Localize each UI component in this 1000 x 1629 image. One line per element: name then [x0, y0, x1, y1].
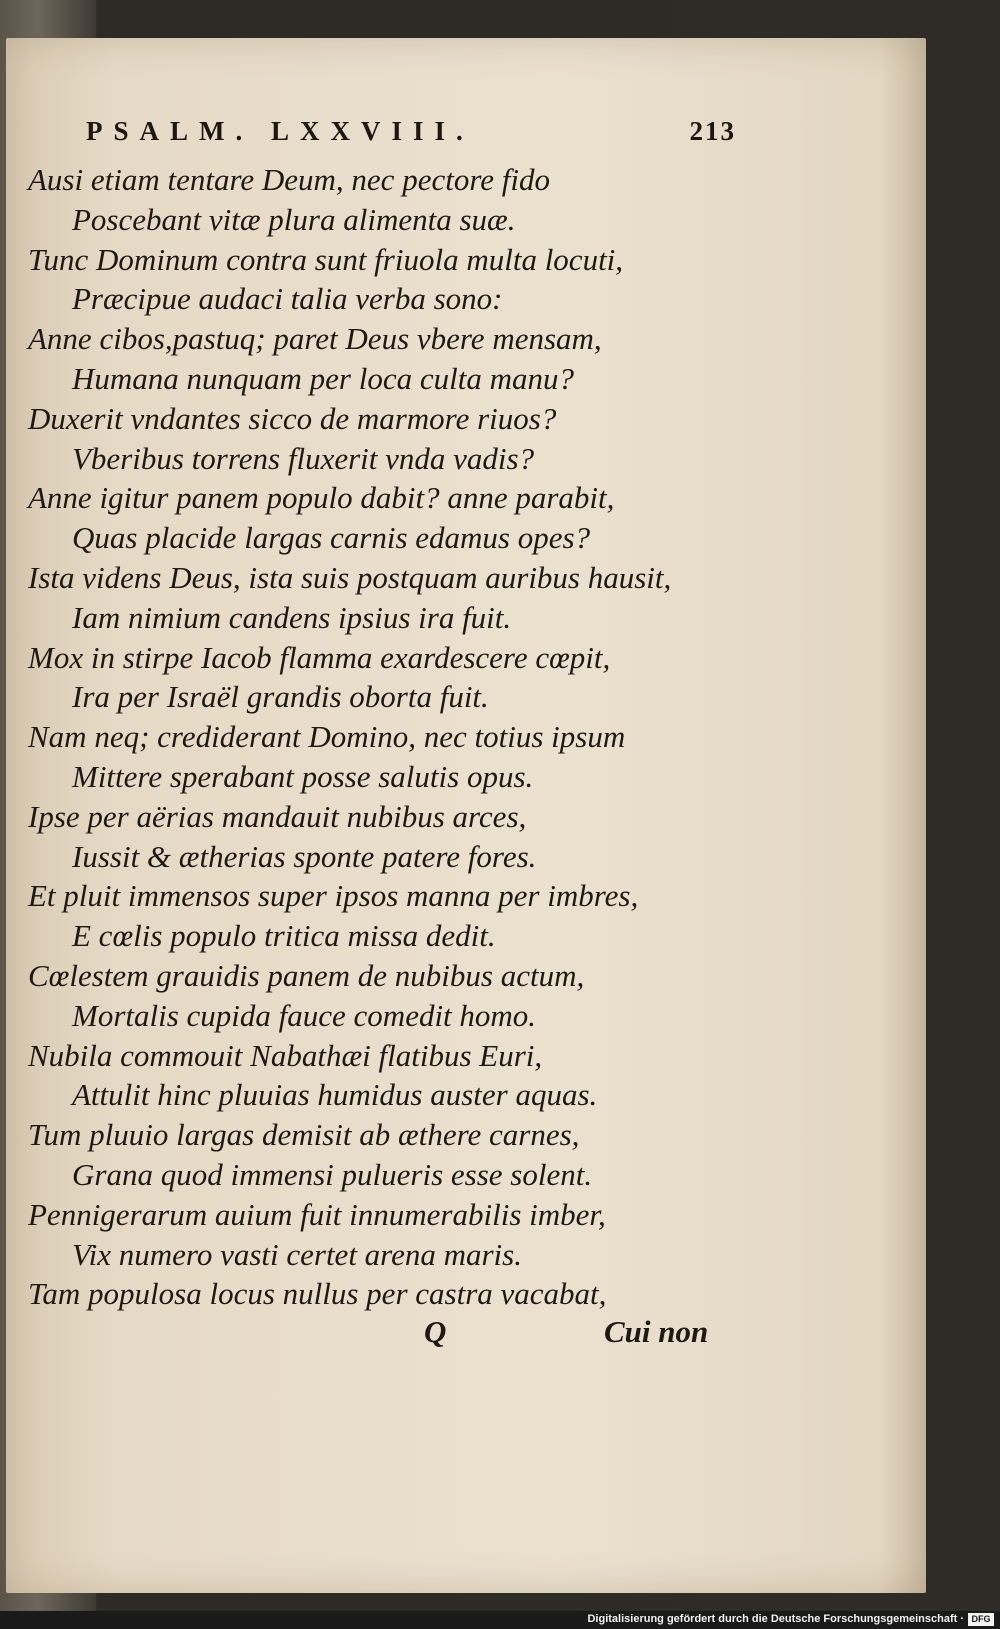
page-footer	[6, 1314, 726, 1364]
verse-line: Humana nunquam per loca culta manu?	[72, 360, 574, 396]
signature-mark: Q	[424, 1314, 447, 1349]
verse-line: Attulit hinc pluuias humidus auster aquas.	[72, 1077, 598, 1113]
verse-line: Præcipue audaci talia verba sono:	[72, 281, 503, 317]
verse-line: Poscebant vitæ plura alimenta suæ.	[72, 201, 516, 237]
verse-line: Tam populosa locus nullus per castra vacabat,	[28, 1276, 607, 1312]
verse-line: Grana quod immensi pulueris esse solent.	[72, 1156, 593, 1192]
verse-line: Cœlestem grauidis panem de nubibus actum,	[28, 957, 585, 993]
book-page	[6, 38, 926, 1593]
verse-line: Pennigerarum auium fuit innumerabilis imber,	[28, 1196, 606, 1232]
verse-line: Anne cibos,pastuq; paret Deus vbere mensam,	[28, 321, 602, 357]
verse-line: Et pluit immensos super ipsos manna per imbres,	[28, 878, 639, 914]
verse-line: Ista videns Deus, ista suis postquam auribus hausit,	[28, 559, 672, 595]
verse-line: Quas placide largas carnis edamus opes?	[72, 520, 591, 556]
page-header	[86, 116, 736, 156]
verse-line: Duxerit vndantes sicco de marmore riuos?	[28, 400, 557, 436]
verse-line: Iussit & ætherias sponte patere fores.	[72, 838, 537, 874]
verse-line: Nam neq; crediderant Domino, nec totius ipsum	[28, 719, 626, 755]
verse-line: Mox in stirpe Iacob flamma exardescere cœpit,	[28, 639, 611, 675]
verse-line: Iam nimium candens ipsius ira fuit.	[72, 599, 512, 635]
verse-line: E cœlis populo tritica missa dedit.	[72, 918, 496, 954]
digitization-note: Digitalisierung gefördert durch die Deutsche Forschungsgemeinschaft ·	[587, 1613, 964, 1625]
catchword: Cui non	[604, 1314, 709, 1349]
verse-line: Tum pluuio largas demisit ab æthere carnes,	[28, 1117, 580, 1153]
verse-line: Ipse per aërias mandauit nubibus arces,	[28, 798, 527, 834]
running-head: PSALM. LXXVIII.	[86, 116, 474, 146]
verse-line: Mittere sperabant posse salutis opus.	[72, 758, 534, 794]
verse-line: Vix numero vasti certet arena maris.	[72, 1236, 522, 1272]
verse-line: Tunc Dominum contra sunt friuola multa locuti,	[28, 241, 624, 277]
verse-line: Vberibus torrens fluxerit vnda vadis?	[72, 440, 535, 476]
verse-line: Ira per Israël grandis oborta fuit.	[72, 679, 489, 715]
verse-block	[28, 160, 728, 1314]
verse-line: Ausi etiam tentare Deum, nec pectore fido	[28, 162, 550, 197]
page-number: 213	[689, 116, 736, 146]
verse-line: Mortalis cupida fauce comedit homo.	[72, 997, 537, 1033]
verse-line: Anne igitur panem populo dabit? anne parabit,	[28, 480, 615, 516]
verse-line: Nubila commouit Nabathæi flatibus Euri,	[28, 1037, 543, 1073]
dfg-logo-icon: DFG	[968, 1613, 994, 1626]
